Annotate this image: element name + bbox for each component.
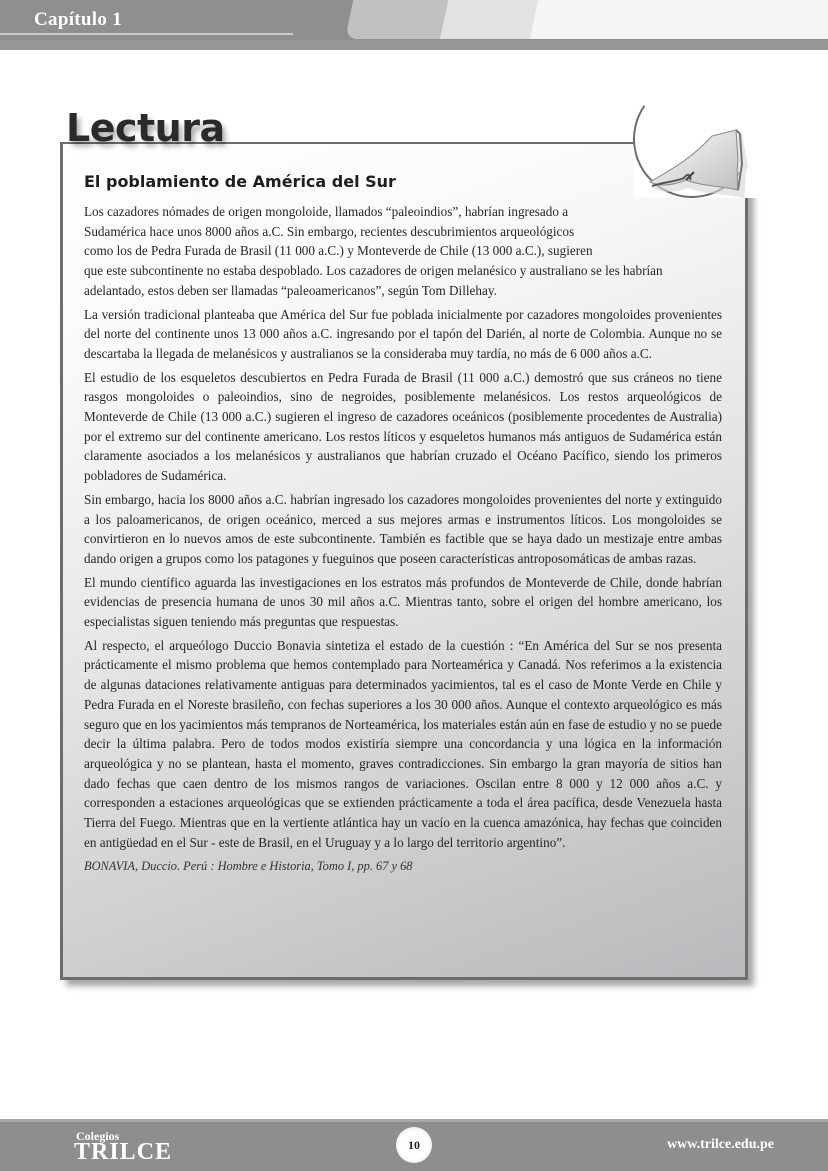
paragraph-line: adelantado, estos deben ser llamadas “paleoamericanos”, según Tom Dillehay. — [84, 282, 497, 298]
article-paragraph: Sin embargo, hacia los 8000 años a.C. habrían ingresado los cazadores mongoloides provenientes del norte y extinguido a los paloamericanos, de origen oceánico, merced a sus mejores armas e instrumentos líticos. Los mongoloides se convirtieron en lo nuevos amos de este subcontinente. También es factible que se haya dado un mestizaje entre ambas dando origen a grupos como los patagones y fueguinos que poseen características antroposomáticas de ambas razas. — [84, 491, 722, 566]
article-paragraph: Al respecto, el arqueólogo Duccio Bonavia sintetiza el estado de la cuestión : “En América del Sur se nos presenta prácticamente el mismo problema que hemos contemplado para Norteamérica y Canadá. Nos referimos a la existencia de algunas dataciones relativamente antiguas para determinados yacimientos, tal es el caso de Monte Verde en Chile y Pedra Furada en el Noreste brasileño, con fechas superiores a los 30 000 años. Aunque el contexto arqueológico es más seguro que en los yacimientos más tempranos de Norteamérica, los materiales están aún en fase de estudio y no se puede decir la última palabra. Pero de todos modos existiría siempre una concordancia y una lógica en la información arqueológica y no se plantean, hasta el momento, graves contradicciones. Sin embargo la gran mayoría de sitios han dado fechas que caen dentro de los mismos rangos de variaciones. Oscilan entre 8 000 y 12 000 años a.C. y corresponden a estaciones arqueológicas que se extienden prácticamente a toda el área pacífica, desde Venezuela hasta Tierra del Fuego. Mientras que en la vertiente atlántica hay un vacío en la cuenca amazónica, hay fechas que coinciden en antigüedad en el Sur - este de Brasil, en el Uruguay y a lo largo del territorio argentino”. — [84, 637, 722, 850]
article-paragraph: La versión tradicional planteaba que América del Sur fue poblada inicialmente por cazadores mongoloides provenientes del norte del continente unos 13 000 años a.C. ingresando por el tapón del Darién, al norte de Colombia. Aunque no se descartaba la llegada de melanésicos y australianos se la consideraba muy tardía, no más de 6 000 años a.C. — [84, 306, 722, 361]
paragraph-line: como los de Pedra Furada de Brasil (11 000 a.C.) y Monteverde de Chile (13 000 a.C.), sugieren — [84, 243, 593, 259]
website-link[interactable]: www.trilce.edu.pe — [667, 1137, 774, 1152]
chapter-title: Capítulo 1 — [34, 9, 122, 30]
article-paragraph — [84, 202, 663, 301]
article — [84, 172, 722, 876]
header-decor-shape — [530, 0, 828, 39]
paragraph-line: Los cazadores nómades de origen mongoloide, llamados “paleoindios”, habrían ingresado a — [84, 204, 569, 219]
brand-label-small: Colegios — [76, 1129, 120, 1143]
article-paragraph: El mundo científico aguarda las investigaciones en los estratos más profundos de Monteverde de Chile, donde habrían evidencias de presencia humana de unos 30 mil años a.C. Mientras tanto, sobre el origen del hombre americano, los especialistas siguen teniendo más preguntas que respuestas. — [84, 574, 722, 630]
article-title: El poblamiento de América del Sur — [84, 172, 396, 191]
section-heading: Lectura — [66, 106, 225, 150]
citation: BONAVIA, Duccio. Perú : Hombre e Historia, Tomo I, pp. 67 y 68 — [84, 858, 413, 873]
page-number: 10 — [408, 1137, 420, 1152]
paragraph-line: que este subcontinente no estaba despoblado. Los cazadores de origen melanésico y australiano se les habrían — [84, 263, 663, 279]
chapter-header — [0, 0, 828, 50]
header-strip — [0, 40, 828, 50]
page-footer — [0, 1119, 828, 1171]
footer-top-line — [0, 1119, 828, 1122]
paragraph-line: Sudamérica hace unos 8000 años a.C. Sin embargo, recientes descubrimientos arqueológicos — [84, 223, 575, 239]
brand-logo-text: TRILCE — [74, 1139, 173, 1165]
header-underline — [0, 33, 293, 35]
page-number-badge — [396, 1127, 432, 1163]
article-paragraph: El estudio de los esqueletos descubiertos en Pedra Furada de Brasil (11 000 a.C.) demostró que sus cráneos no tiene rasgos mongoloides o paleoindios, sino de negroides, posiblemente melanésicos. Los restos arqueológicos de Monteverde de Chile (13 000 a.C.) sugieren el ingreso de cazadores oceánicos (posiblemente procedentes de Australia) por el extremo sur del continente americano. Los restos líticos y esqueletos humanos más antiguos de Sudamérica están claramente asociados a los melanésicos y australianos que habrían cruzado el Océano Pacífico, siendo los primeros pobladores de Sudamérica. — [84, 369, 722, 484]
